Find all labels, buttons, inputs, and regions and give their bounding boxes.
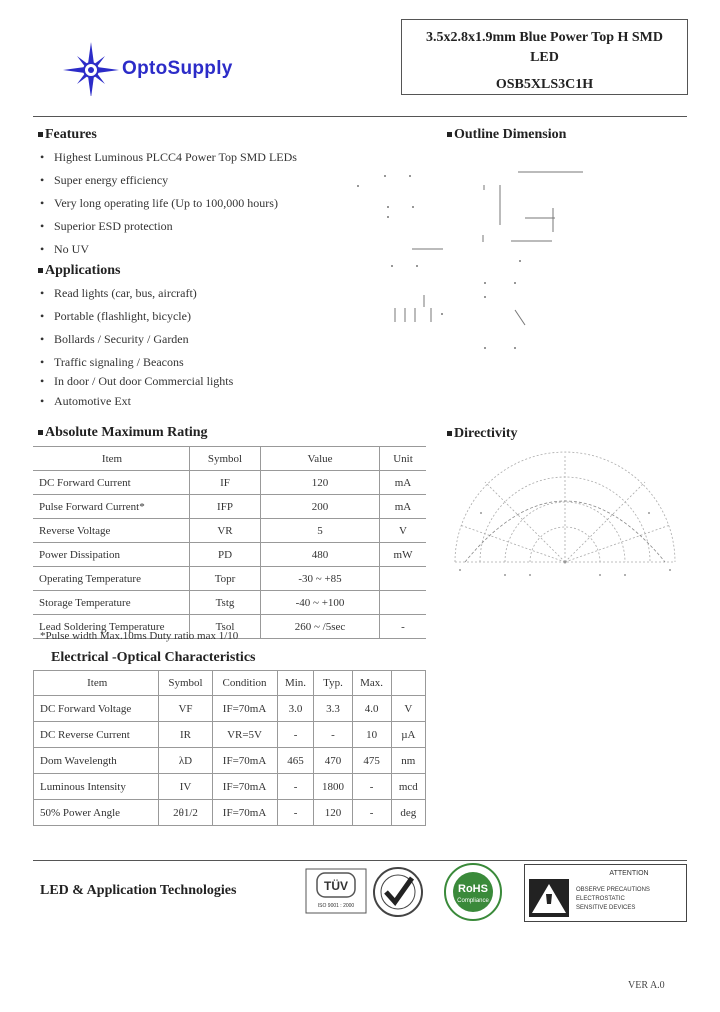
table-cell: deg	[391, 800, 425, 826]
table-cell: IF=70mA	[212, 748, 277, 774]
table-cell: DC Forward Current	[33, 471, 190, 495]
absolute-max-heading: Absolute Maximum Rating	[38, 425, 208, 441]
tuv-sub-text: ISO 9001 : 2000	[317, 903, 355, 909]
list-item: • In door / Out door Commercial lights	[40, 374, 234, 388]
table-row	[33, 543, 426, 567]
heading-bullet-icon	[38, 268, 43, 273]
outline-dimension-drawing	[350, 150, 610, 360]
heading-bullet-icon	[38, 132, 43, 137]
esd-attention-label	[524, 864, 687, 922]
table-row	[34, 748, 426, 774]
table-cell: 200	[261, 495, 380, 519]
table-row	[34, 774, 426, 800]
list-item: • Super energy efficiency	[40, 173, 169, 187]
absolute-max-table	[33, 446, 426, 639]
table-cell: Power Dissipation	[33, 543, 190, 567]
list-item: • Highest Luminous PLCC4 Power Top SMD LEDs	[40, 150, 297, 164]
table-cell: Reverse Voltage	[33, 519, 190, 543]
table-cell: 5	[261, 519, 380, 543]
table-cell: IFP	[190, 495, 261, 519]
column-header: Symbol	[159, 671, 212, 696]
table-cell: VR	[190, 519, 261, 543]
esd-line: SENSITIVE DEVICES	[576, 905, 636, 911]
table-cell: 50% Power Angle	[34, 800, 159, 826]
table-cell	[380, 591, 427, 615]
table-cell: 3.3	[314, 696, 352, 722]
product-title: 3.5x2.8x1.9mm Blue Power Top H SMD	[426, 30, 663, 45]
table-row	[33, 519, 426, 543]
rohs-sub-text: Compliance	[457, 898, 489, 904]
list-item: • Portable (flashlight, bicycle)	[40, 309, 191, 323]
list-item: • Automotive Ext	[40, 394, 131, 408]
rohs-text: RoHS	[458, 883, 488, 895]
table-row	[34, 800, 426, 826]
table-cell: 10	[352, 722, 391, 748]
table-cell: mcd	[391, 774, 425, 800]
table-cell: -	[277, 722, 314, 748]
heading-bullet-icon	[38, 430, 43, 435]
table-cell: DC Forward Voltage	[34, 696, 159, 722]
tuv-text: TÜV	[324, 879, 348, 893]
table-cell: Pulse Forward Current*	[33, 495, 190, 519]
table-cell: 2θ1/2	[159, 800, 212, 826]
table-cell: Tstg	[190, 591, 261, 615]
list-item: • No UV	[40, 242, 89, 256]
footer-company: LED & Application Technologies	[40, 883, 237, 898]
directivity-heading: Directivity	[447, 426, 518, 442]
table-cell: 470	[314, 748, 352, 774]
table-cell: µA	[391, 722, 425, 748]
table-cell: 3.0	[277, 696, 314, 722]
table-cell: -	[314, 722, 352, 748]
directivity-chart	[445, 450, 685, 590]
rohs-badge	[440, 862, 506, 922]
electro-optical-heading: Electrical -Optical Characteristics	[51, 650, 256, 665]
table-row	[33, 495, 426, 519]
column-header: Item	[34, 671, 159, 696]
list-item: • Superior ESD protection	[40, 219, 173, 233]
table-cell: -	[277, 774, 314, 800]
table-cell: IF=70mA	[212, 774, 277, 800]
table-cell: mA	[380, 495, 427, 519]
features-heading: Features	[38, 127, 97, 143]
table-cell: IF	[190, 471, 261, 495]
table-cell: V	[380, 519, 427, 543]
pulse-footnote: *Pulse width Max.10ms Duty ratio max 1/10	[40, 630, 239, 642]
table-header-row	[34, 671, 426, 696]
table-header-row	[33, 447, 426, 471]
table-cell: 120	[314, 800, 352, 826]
table-cell: Storage Temperature	[33, 591, 190, 615]
table-row	[33, 471, 426, 495]
table-cell: -	[380, 615, 427, 639]
table-cell: Operating Temperature	[33, 567, 190, 591]
list-item: • Traffic signaling / Beacons	[40, 355, 184, 369]
column-header	[391, 671, 425, 696]
table-cell: -	[277, 800, 314, 826]
table-cell: Topr	[190, 567, 261, 591]
table-cell: Dom Wavelength	[34, 748, 159, 774]
table-row	[33, 591, 426, 615]
column-header: Max.	[352, 671, 391, 696]
table-cell: -30 ~ +85	[261, 567, 380, 591]
table-cell: VF	[159, 696, 212, 722]
table-row	[34, 722, 426, 748]
footer-divider	[33, 860, 687, 861]
table-cell: 480	[261, 543, 380, 567]
table-cell: IF=70mA	[212, 800, 277, 826]
table-cell	[380, 567, 427, 591]
esd-title: ATTENTION	[609, 870, 649, 877]
part-number: OSB5XLS3C1H	[495, 77, 594, 92]
column-header: Condition	[212, 671, 277, 696]
column-header: Symbol	[190, 447, 261, 471]
product-title-cont: LED	[530, 50, 559, 65]
table-cell: 120	[261, 471, 380, 495]
table-cell: mW	[380, 543, 427, 567]
column-header: Min.	[277, 671, 314, 696]
list-item: • Bollards / Security / Garden	[40, 332, 189, 346]
column-header: Unit	[380, 447, 427, 471]
table-cell: 4.0	[352, 696, 391, 722]
heading-bullet-icon	[447, 431, 452, 436]
version-label: VER A.0	[628, 980, 665, 991]
column-header: Typ.	[314, 671, 352, 696]
logo-text: OptoSupply	[122, 58, 233, 79]
list-item: • Very long operating life (Up to 100,000 hours)	[40, 196, 278, 210]
table-cell: IF=70mA	[212, 696, 277, 722]
table-cell: PD	[190, 543, 261, 567]
column-header: Value	[261, 447, 380, 471]
table-cell: Luminous Intensity	[34, 774, 159, 800]
table-cell: VR=5V	[212, 722, 277, 748]
table-cell: -	[352, 774, 391, 800]
applications-heading: Applications	[38, 263, 120, 279]
certified-check-badge	[372, 866, 424, 918]
table-cell: λD	[159, 748, 212, 774]
title-box	[401, 19, 688, 95]
table-cell: mA	[380, 471, 427, 495]
header-divider	[33, 116, 687, 117]
electro-optical-table	[33, 670, 426, 826]
table-cell: -40 ~ +100	[261, 591, 380, 615]
esd-line: OBSERVE PRECAUTIONS	[576, 887, 650, 893]
table-cell: -	[352, 800, 391, 826]
table-row	[34, 696, 426, 722]
list-item: • Read lights (car, bus, aircraft)	[40, 286, 197, 300]
table-cell: Lead Soldering Temperature	[33, 615, 190, 639]
table-cell: IV	[159, 774, 212, 800]
table-cell: nm	[391, 748, 425, 774]
table-cell: 260 ~ /5sec	[261, 615, 380, 639]
tuv-certification-badge	[305, 868, 367, 914]
table-cell: 1800	[314, 774, 352, 800]
table-cell: Tsol	[190, 615, 261, 639]
esd-line: ELECTROSTATIC	[576, 896, 625, 902]
table-row	[33, 567, 426, 591]
table-cell: 475	[352, 748, 391, 774]
column-header: Item	[33, 447, 190, 471]
heading-bullet-icon	[447, 132, 452, 137]
outline-heading: Outline Dimension	[447, 127, 566, 143]
table-cell: IR	[159, 722, 212, 748]
table-cell: V	[391, 696, 425, 722]
table-cell: 465	[277, 748, 314, 774]
table-cell: DC Reverse Current	[34, 722, 159, 748]
